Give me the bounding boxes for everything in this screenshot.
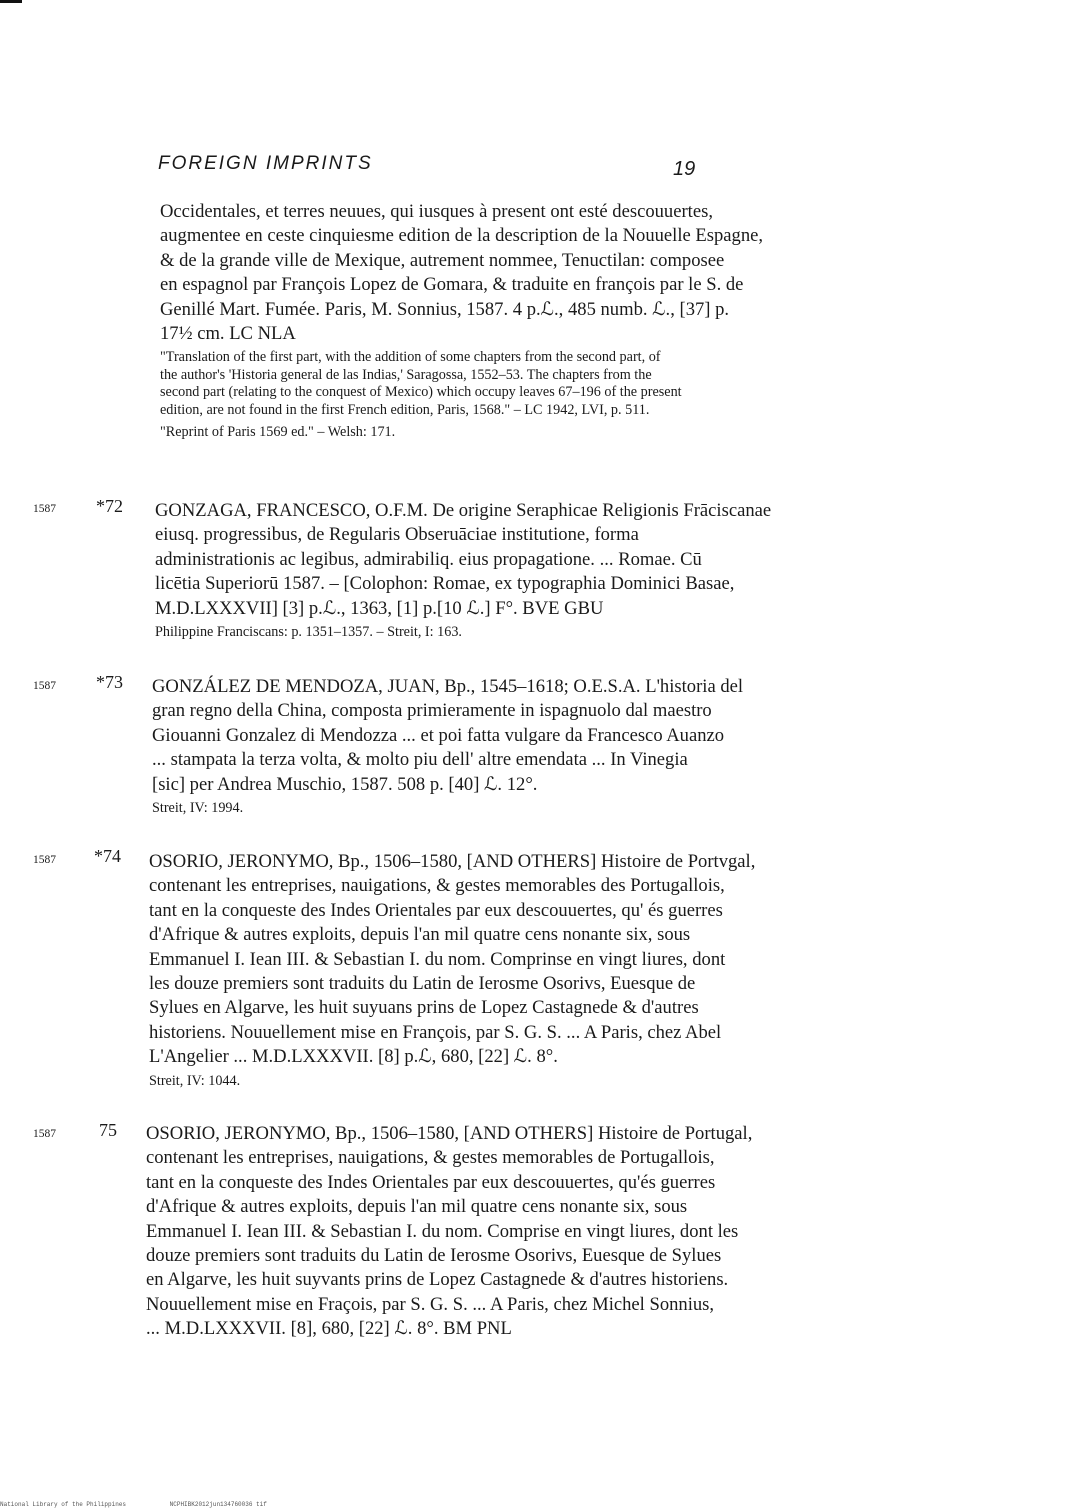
entry-body-72 bbox=[155, 499, 771, 641]
entry-number: *74 bbox=[94, 846, 121, 866]
entry-line: ... stampata la terza volta, & molto piu dell' altre emendata ... In Vinegia bbox=[152, 749, 688, 771]
entry-line: Nouuellement mise en Fraçois, par S. G. S. ... A Paris, chez Michel Sonnius, bbox=[146, 1293, 715, 1315]
entry-line: Sylues en Algarve, les huit suyuans prins de Lopez Castagnede & d'autres bbox=[149, 997, 699, 1019]
entry-line: historiens. Nouuellement mise en François, par S. G. S. ... A Paris, chez Abel bbox=[149, 1021, 722, 1043]
entry-line: OSORIO, JERONYMO, Bp., 1506–1580, [AND OTHERS] Histoire de Portvgal, bbox=[149, 851, 756, 872]
scan-footer bbox=[0, 1501, 307, 1508]
entry-line: tant en la conqueste des Indes Orientales par eux descouuertes, qu' és guerres bbox=[149, 899, 723, 921]
entry-line: d'Afrique & autres exploits, depuis l'an mil quatre cens nonante six, sous bbox=[146, 1196, 688, 1218]
entry-note: "Translation of the first part, with the addition of some chapters from the second part, of the author's 'Historia general de las Indias,' Saragossa, 1552–53. The chapters from the second part (relating to the conquest of Mexico) which occupy leaves 67–196 of the present edition, are not found in the first French edition, Paris, 1568." – LC 1942, LVI, p. 511. bbox=[160, 349, 682, 418]
entry-number: 75 bbox=[99, 1120, 117, 1140]
entry-line: contenant les entreprises, nauigations, & gestes memorables de Portugallois, bbox=[146, 1147, 715, 1169]
entry-line: GONZAGA, FRANCESCO, O.F.M. De origine Seraphicae Religionis Frāciscanae bbox=[155, 500, 772, 521]
entry-body-74 bbox=[149, 850, 755, 1090]
corner-scan-mark bbox=[0, 0, 22, 3]
entry-line: gran regno della China, composta primieramente in ispagnuolo dal maestro bbox=[152, 700, 712, 722]
entry-line: d'Afrique & autres exploits, depuis l'an mil quatre cens nonante six, sous bbox=[149, 924, 691, 946]
entry-line: Occidentales, et terres neuues, qui iusques à present ont esté descouuertes, bbox=[160, 201, 713, 222]
entry-line: L'Angelier ... M.D.LXXXVII. [8] p.ℒ, 680, [22] ℒ. 8°. bbox=[149, 1046, 558, 1068]
entry-line: & de la grande ville de Mexique, autrement nommee, Tenuctilan: composee bbox=[160, 249, 725, 271]
entry-line: tant en la conqueste des Indes Orientales par eux descouuertes, qu'és guerres bbox=[146, 1171, 716, 1193]
entry-year: 1587 bbox=[33, 1128, 56, 1140]
file-id: NCPHIBK2012jun134760036 tif bbox=[169, 1501, 267, 1508]
entry-line: OSORIO, JERONYMO, Bp., 1506–1580, [AND OTHERS] Histoire de Portugal, bbox=[146, 1123, 753, 1144]
entry-note: "Reprint of Paris 1569 ed." – Welsh: 171. bbox=[160, 424, 396, 441]
library-name: National Library of the Philippines bbox=[0, 1501, 127, 1508]
entry-year: 1587 bbox=[33, 680, 56, 692]
entry-number: *72 bbox=[96, 496, 123, 516]
entry-note: Streit, IV: 1044. bbox=[149, 1072, 241, 1089]
entry-line: en espagnol par François Lopez de Gomara, & traduite en françois par le S. de bbox=[160, 274, 744, 296]
entry-year: 1587 bbox=[33, 854, 56, 866]
entry-line: en Algarve, les huit suyvants prins de Lopez Castagnede & d'autres historiens. bbox=[146, 1269, 729, 1291]
entry-note: Streit, IV: 1994. bbox=[152, 800, 244, 817]
entry-body-75 bbox=[146, 1122, 752, 1342]
running-title: FOREIGN IMPRINTS bbox=[158, 153, 373, 174]
entry-line: Emmanuel I. Iean III. & Sebastian I. du nom. Comprinse en vingt liures, dont bbox=[149, 948, 726, 970]
entry-number: *73 bbox=[96, 672, 123, 692]
entry-note: Philippine Franciscans: p. 1351–1357. – Streit, I: 163. bbox=[155, 624, 462, 641]
entry-body-73 bbox=[152, 675, 743, 817]
entry-line: les douze premiers sont traduits du Latin de Ierosme Osorivs, Euesque de bbox=[149, 973, 696, 995]
page-number: 19 bbox=[673, 158, 696, 180]
entry-line: contenant les entreprises, nauigations, & gestes memorables des Portugallois, bbox=[149, 875, 725, 897]
entry-line: [sic] per Andrea Muschio, 1587. 508 p. [40] ℒ. 12°. bbox=[152, 773, 538, 795]
entry-line: ... M.D.LXXXVII. [8], 680, [22] ℒ. 8°. BM PNL bbox=[146, 1318, 512, 1340]
entry-line: administrationis ac legibus, admirabiliq. eius propagatione. ... Romae. Cū bbox=[155, 548, 702, 570]
entry-line: eiusq. progressibus, de Regularis Obseruāciae institutione, forma bbox=[155, 524, 639, 546]
entry-line: 17½ cm. LC NLA bbox=[160, 323, 296, 345]
entry-line: Genillé Mart. Fumée. Paris, M. Sonnius, 1587. 4 p.ℒ., 485 numb. ℒ., [37] p. bbox=[160, 298, 730, 320]
entry-line: Emmanuel I. Iean III. & Sebastian I. du nom. Comprise en vingt liures, dont les bbox=[146, 1220, 739, 1242]
entry-line: douze premiers sont traduits du Latin de Ierosme Osorivs, Euesque de Sylues bbox=[146, 1245, 722, 1267]
continued-entry-body bbox=[160, 200, 763, 441]
entry-year: 1587 bbox=[33, 503, 56, 515]
entry-line: Giouanni Gonzalez di Mendozza ... et poi fatta vulgare da Francesco Auanzo bbox=[152, 724, 725, 746]
entry-line: licētia Superiorū 1587. – [Colophon: Romae, ex typographia Dominici Basae, bbox=[155, 573, 735, 595]
entry-line: GONZÁLEZ DE MENDOZA, JUAN, Bp., 1545–1618; O.E.S.A. L'historia del bbox=[152, 676, 744, 697]
entry-line: M.D.LXXXVII] [3] p.ℒ., 1363, [1] p.[10 ℒ.] F°. BVE GBU bbox=[155, 597, 604, 619]
entry-line: augmentee en ceste cinquiesme edition de la description de la Nouuelle Espagne, bbox=[160, 225, 764, 247]
